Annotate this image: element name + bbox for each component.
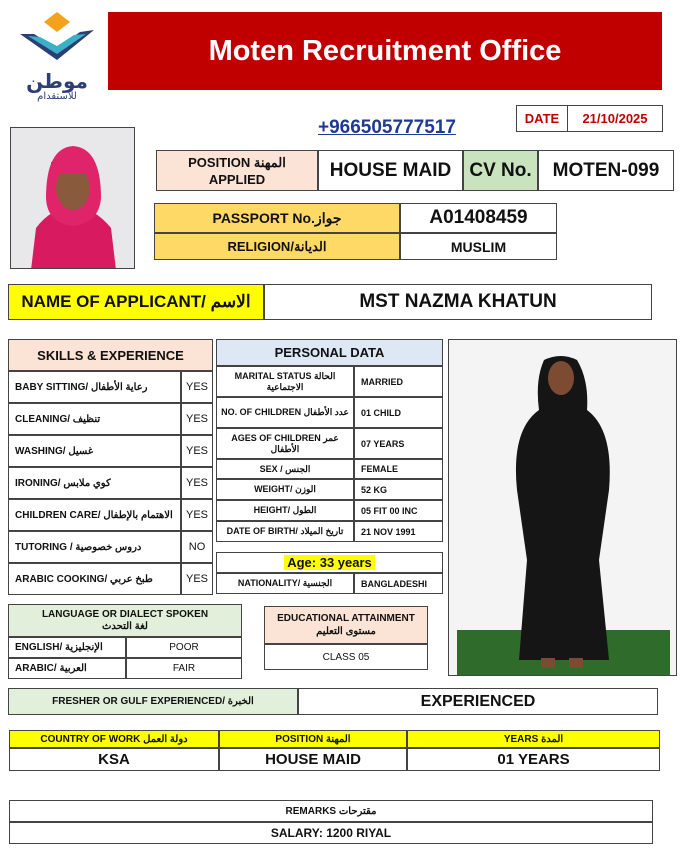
education-value: CLASS 05	[264, 644, 428, 670]
skill-label: CHILDREN CARE/ الاهتمام بالإطفال	[8, 499, 181, 531]
personal-value: 05 FIT 00 INC	[354, 500, 443, 521]
skill-value: YES	[181, 499, 213, 531]
applicant-headshot	[10, 127, 135, 269]
personal-label: HEIGHT/ الطول	[216, 500, 354, 521]
skill-value: YES	[181, 563, 213, 595]
logo-arabic-sub: للاستقدام	[37, 91, 77, 102]
skill-value: NO	[181, 531, 213, 563]
experience-value: EXPERIENCED	[298, 688, 658, 715]
personal-label: AGES OF CHILDREN عمر الأطفال	[216, 428, 354, 459]
skill-label: ARABIC COOKING/ طبخ عربي	[8, 563, 181, 595]
logo-mark-icon	[14, 8, 100, 66]
logo-arabic: موطن	[26, 69, 88, 93]
personal-value: 07 YEARS	[354, 428, 443, 459]
skill-label: WASHING/ غسيل	[8, 435, 181, 467]
remarks-label: REMARKS مقترحات	[9, 800, 653, 822]
cv-label: CV No.	[463, 150, 538, 191]
date-label: DATE	[516, 105, 568, 132]
skill-value: YES	[181, 435, 213, 467]
passport-value: A01408459	[400, 203, 557, 233]
position-value: HOUSE MAID	[318, 150, 463, 191]
religion-value: MUSLIM	[400, 233, 557, 260]
education-header-ar: مستوى التعليم	[316, 626, 376, 637]
skill-value: YES	[181, 467, 213, 499]
personal-value: FEMALE	[354, 459, 443, 479]
skill-label: BABY SITTING/ رعاية الأطفال	[8, 371, 181, 403]
age-value: Age: 33 years	[284, 555, 375, 570]
page-title: Moten Recruitment Office	[108, 12, 662, 90]
education-header	[264, 606, 428, 644]
personal-label: NO. OF CHILDREN عدد الأطفال	[216, 397, 354, 428]
language-header-en: LANGUAGE OR DIALECT SPOKEN	[41, 608, 209, 620]
personal-label: WEIGHT/ الوزن	[216, 479, 354, 500]
nationality-label: NATIONALITY/ الجنسية	[216, 573, 354, 594]
work-country-header: COUNTRY OF WORK دولة العمل	[9, 730, 219, 748]
religion-label: RELIGION/الديانة	[154, 233, 400, 260]
personal-value: 52 KG	[354, 479, 443, 500]
applicant-name-label: NAME OF APPLICANT/ الاسم	[8, 284, 264, 320]
skills-header: SKILLS & EXPERIENCE	[8, 339, 213, 371]
personal-value: 01 CHILD	[354, 397, 443, 428]
passport-label: PASSPORT No.جواز	[154, 203, 400, 233]
phone-number[interactable]: +966505777517	[318, 117, 456, 138]
work-position-value: HOUSE MAID	[219, 748, 407, 771]
personal-value: 21 NOV 1991	[354, 521, 443, 542]
remarks-value: SALARY: 1200 RIYAL	[9, 822, 653, 844]
language-header-ar: لغة التحدث	[102, 620, 148, 632]
personal-value: MARRIED	[354, 366, 443, 397]
education-header-en: EDUCATIONAL ATTAINMENT	[277, 613, 415, 624]
skill-label: TUTORING / دروس خصوصية	[8, 531, 181, 563]
cv-value: MOTEN-099	[538, 150, 674, 191]
date-value: 21/10/2025	[567, 105, 663, 132]
applicant-full-photo	[448, 339, 677, 676]
nationality-value: BANGLADESHI	[354, 573, 443, 594]
position-label: POSITION المهنة APPLIED	[156, 150, 318, 191]
experience-label: FRESHER OR GULF EXPERIENCED/ الخبرة	[8, 688, 298, 715]
language-label: ENGLISH/ الإنجليزية	[8, 637, 126, 658]
age-row	[216, 552, 443, 573]
personal-label: MARITAL STATUS الحالة الاجتماعية	[216, 366, 354, 397]
work-position-header: POSITION المهنة	[219, 730, 407, 748]
personal-header: PERSONAL DATA	[216, 339, 443, 366]
skill-label: CLEANING/ تنظيف	[8, 403, 181, 435]
language-label: ARABIC/ العربية	[8, 658, 126, 679]
work-years-header: YEARS المدة	[407, 730, 660, 748]
skill-value: YES	[181, 371, 213, 403]
language-header	[8, 604, 242, 637]
logo	[14, 8, 100, 100]
applicant-name: MST NAZMA KHATUN	[264, 284, 652, 320]
work-years-value: 01 YEARS	[407, 748, 660, 771]
personal-label: SEX / الجنس	[216, 459, 354, 479]
skill-label: IRONING/ كوي ملابس	[8, 467, 181, 499]
personal-label: DATE OF BIRTH/ تاريخ الميلاد	[216, 521, 354, 542]
work-country-value: KSA	[9, 748, 219, 771]
language-value: FAIR	[126, 658, 242, 679]
skill-value: YES	[181, 403, 213, 435]
language-value: POOR	[126, 637, 242, 658]
